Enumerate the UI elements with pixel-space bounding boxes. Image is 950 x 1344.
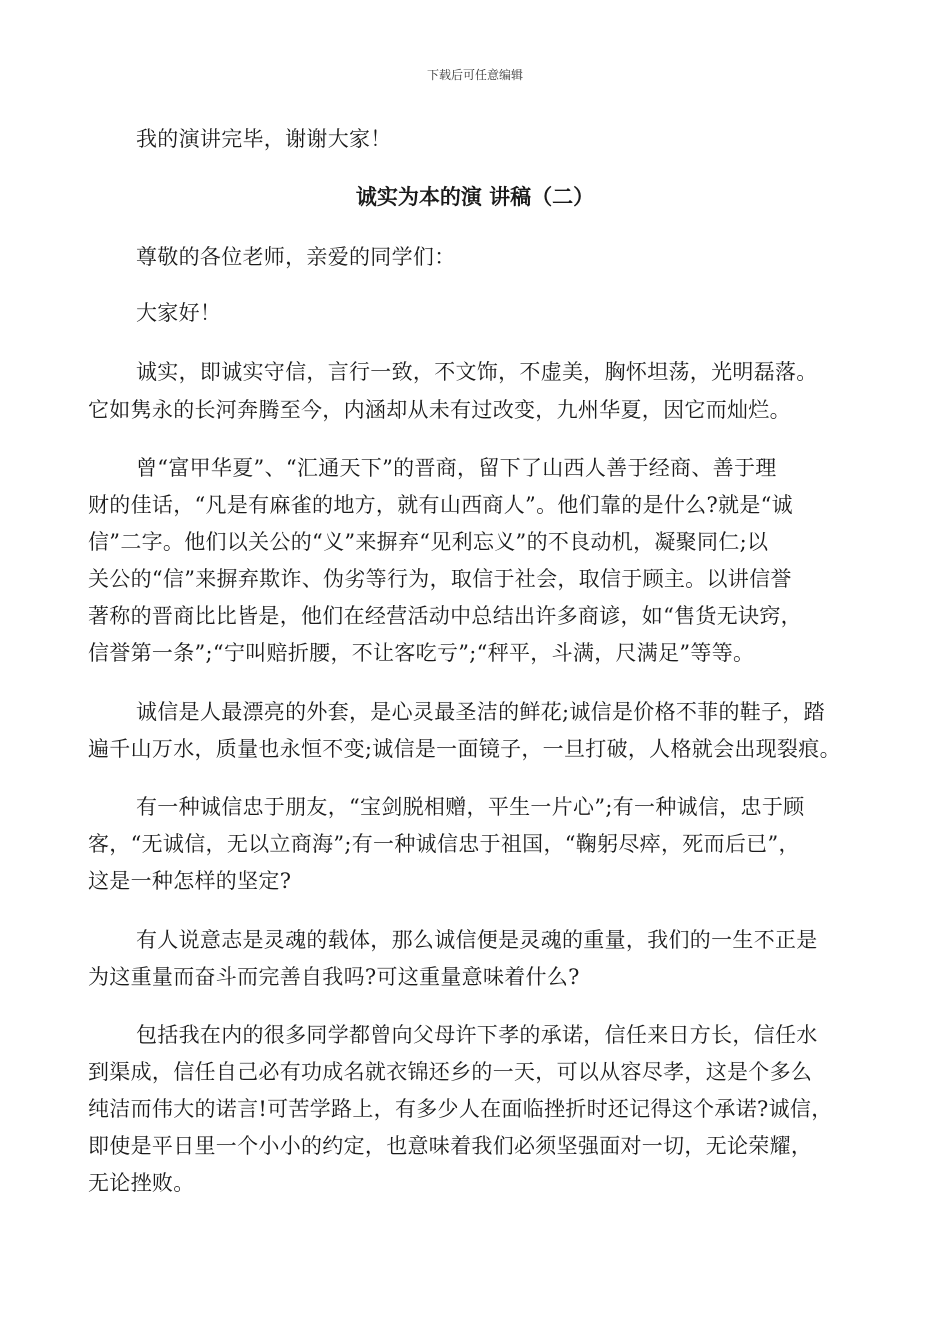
paragraph-line: 诚实，即诚实守信，言行一致，不文饰，不虚美，胸怀坦荡，光明磊落。 [136,360,818,384]
paragraph-line: 有人说意志是灵魂的载体，那么诚信便是灵魂的重量，我们的一生不正是 [136,928,818,952]
paragraph-line: 曾“富甲华夏”、“汇通天下”的晋商，留下了山西人善于经商、善于理 [136,456,777,480]
paragraph-line: 关公的“信”来摒弃欺诈、伪劣等行为，取信于社会，取信于顾主。以讲信誉 [88,567,792,591]
paragraph-line: 著称的晋商比比皆是，他们在经营活动中总结出许多商谚，如“售货无诀窍， [88,604,802,628]
salutation: 尊敬的各位老师，亲爱的同学们： [136,245,456,269]
paragraph-line: 客，“无诚信，无以立商海”;有一种诚信忠于祖国，“鞠躬尽瘁，死而后已”， [88,832,800,856]
paragraph-line: 即使是平日里一个小小的约定，也意味着我们必须坚强面对一切，无论荣耀， [88,1134,813,1158]
closing-line: 我的演讲完毕，谢谢大家！ [136,127,392,151]
page-header: 下载后可任意编辑 [426,68,523,82]
paragraph-line: 信誉第一条”;“宁叫赔折腰，不让客吃亏”;“秤平，斗满，尺满足”等等。 [88,641,755,665]
paragraph-line: 有一种诚信忠于朋友，“宝剑脱相赠，平生一片心”;有一种诚信，忠于顾 [136,795,805,819]
paragraph-line: 无论挫败。 [88,1171,195,1195]
paragraph-line: 到渠成，信任自己必有功成名就衣锦还乡的一天，可以从容尽孝，这是个多么 [88,1060,813,1084]
paragraph-line: 纯洁而伟大的诺言!可苦学路上，有多少人在面临挫折时还记得这个承诺?诚信， [88,1097,833,1121]
paragraph-line: 这是一种怎样的坚定? [88,869,292,893]
paragraph-line: 遍千山万水，质量也永恒不变;诚信是一面镜子，一旦打破，人格就会出现裂痕。 [88,737,841,761]
greeting: 大家好！ [136,301,222,325]
speech-title: 诚实为本的演 讲稿（二） [355,185,595,209]
paragraph-line: 包括我在内的很多同学都曾向父母许下孝的承诺，信任来日方长，信任水 [136,1023,818,1047]
paragraph-line: 它如隽永的长河奔腾至今，内涵却从未有过改变，九州华夏，因它而灿烂。 [88,398,791,422]
paragraph-line: 信”二字。他们以关公的“义”来摒弃“见利忘义”的不良动机，凝聚同仁;以 [88,530,769,554]
paragraph-line: 诚信是人最漂亮的外套，是心灵最圣洁的鲜花;诚信是价格不菲的鞋子，踏 [136,700,825,724]
paragraph-line: 财的佳话，“凡是有麻雀的地方，就有山西商人”。他们靠的是什么?就是“诚 [88,493,793,517]
paragraph-line: 为这重量而奋斗而完善自我吗?可这重量意味着什么? [88,965,580,989]
